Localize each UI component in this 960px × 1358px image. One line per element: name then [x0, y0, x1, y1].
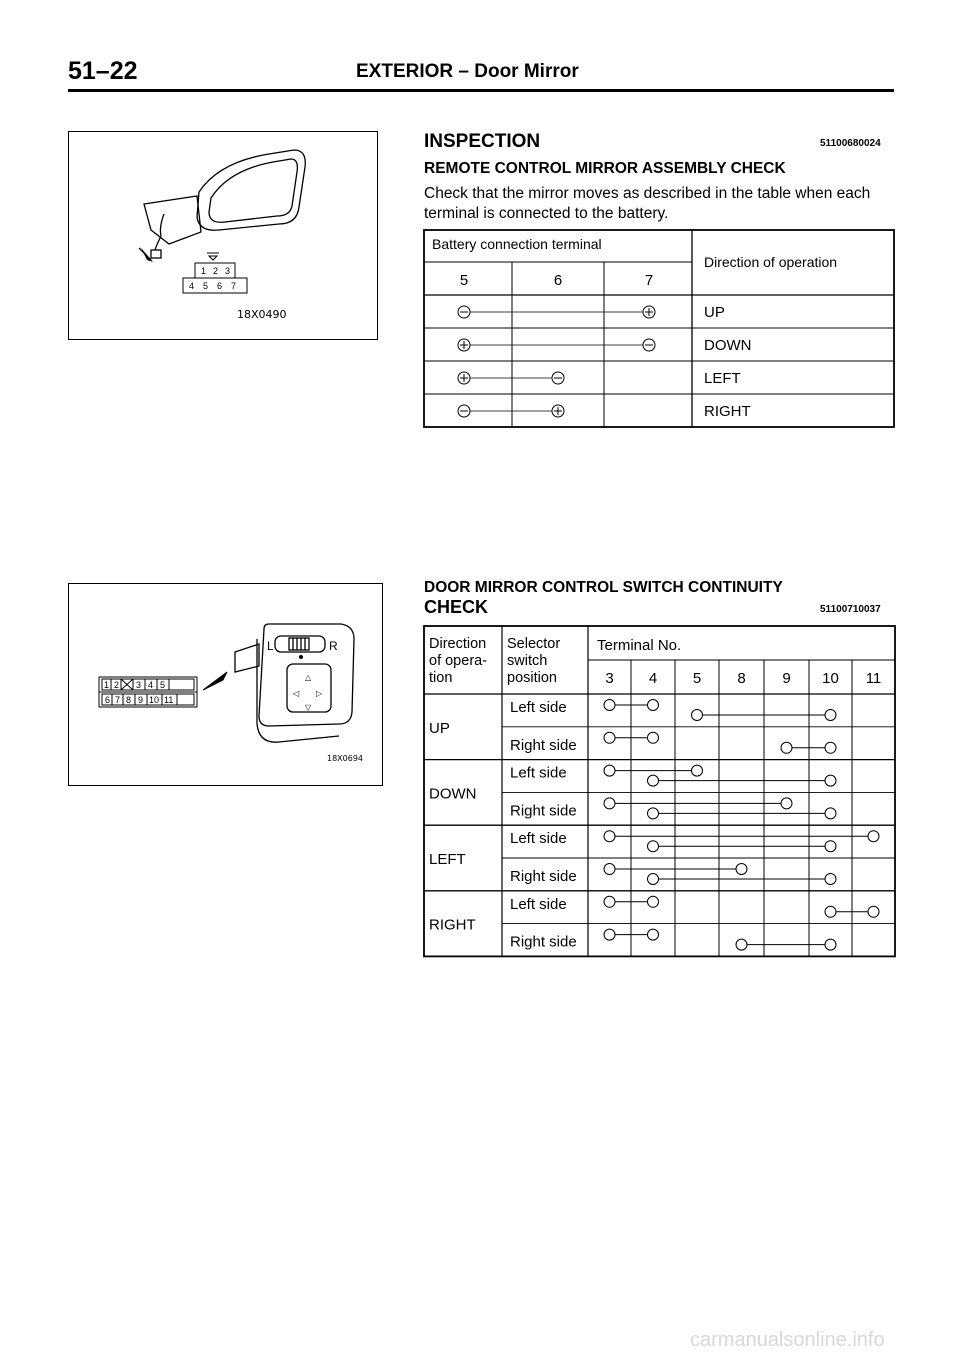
- continuity-point: [825, 906, 836, 917]
- figure-code: 18X0490: [237, 308, 287, 321]
- connector-pin: 2: [114, 680, 120, 690]
- continuity-point: [868, 906, 879, 917]
- direction-label: DOWN: [429, 785, 477, 803]
- terminal-header: 11: [865, 670, 882, 687]
- continuity-point: [648, 929, 659, 940]
- header-terminal: Terminal No.: [597, 637, 682, 654]
- subsection-title: DOOR MIRROR CONTROL SWITCH CONTINUITY: [424, 579, 783, 596]
- svg-text:△: △: [305, 673, 312, 682]
- direction-label: UP: [429, 719, 450, 737]
- terminal-header: 8: [737, 670, 746, 687]
- connector-pin: 6: [105, 695, 111, 705]
- instruction-text: Check that the mirror moves as described in the table when each terminal is connected to the battery.: [424, 185, 871, 222]
- connector-pin: 2: [213, 266, 219, 276]
- header-direction: Direction: [429, 636, 487, 652]
- continuity-point: [648, 896, 659, 907]
- direction-label: LEFT: [704, 370, 741, 387]
- connector-pin: 3: [136, 680, 142, 690]
- continuity-point: [692, 710, 703, 721]
- terminal-header: 5: [692, 670, 702, 687]
- continuity-point: [648, 808, 659, 819]
- direction-label: RIGHT: [704, 403, 751, 420]
- connector-pin: 9: [138, 695, 144, 705]
- connector-pin: 7: [231, 281, 237, 291]
- header-selector: Selector: [507, 636, 561, 652]
- continuity-point: [825, 710, 836, 721]
- section-code: 51100680024: [820, 138, 881, 149]
- mirror-figure: [68, 131, 378, 340]
- continuity-point: [604, 929, 615, 940]
- continuity-point: [604, 831, 615, 842]
- section-code: 51100710037: [820, 604, 881, 615]
- switch-label-left: L: [267, 639, 274, 653]
- connector-pin: 8: [126, 695, 132, 705]
- header-selector: switch: [507, 653, 548, 669]
- page-number: 51–22: [68, 57, 138, 85]
- terminal-header-6: 6: [553, 272, 563, 289]
- continuity-point: [825, 939, 836, 950]
- selector-position: Right side: [510, 868, 577, 885]
- connector-pin: 11: [164, 695, 174, 705]
- direction-label: UP: [704, 304, 725, 321]
- continuity-point: [604, 864, 615, 875]
- svg-text:▽: ▽: [305, 703, 312, 712]
- watermark: carmanualsonline.info: [690, 1329, 885, 1351]
- continuity-point: [868, 831, 879, 842]
- continuity-point: [781, 742, 792, 753]
- selector-position: Left side: [510, 830, 567, 848]
- continuity-point: [648, 732, 659, 743]
- selector-position: Right side: [510, 933, 577, 951]
- connector-pin: 4: [148, 680, 154, 690]
- direction-label: DOWN: [704, 337, 752, 354]
- continuity-table: [420, 622, 900, 962]
- continuity-point: [604, 896, 615, 907]
- continuity-point: [692, 765, 703, 776]
- continuity-point: [648, 700, 659, 711]
- selector-position: Right side: [510, 802, 577, 820]
- continuity-point: [825, 874, 836, 885]
- svg-text:▷: ▷: [316, 689, 323, 698]
- continuity-point: [736, 939, 747, 950]
- connector-pin: 10: [149, 695, 160, 705]
- header-divider: [68, 89, 894, 92]
- continuity-point: [604, 700, 615, 711]
- terminal-header: 4: [648, 670, 658, 687]
- terminal-header-5: 5: [459, 272, 469, 289]
- figure-code: 18X0694: [327, 754, 364, 763]
- continuity-point: [825, 775, 836, 786]
- svg-text:◁: ◁: [293, 689, 300, 698]
- continuity-point: [781, 798, 792, 809]
- subsection-title: REMOTE CONTROL MIRROR ASSEMBLY CHECK: [424, 160, 786, 177]
- continuity-point: [604, 732, 615, 743]
- connector-pin: 1: [201, 266, 207, 276]
- direction-label: RIGHT: [429, 916, 476, 934]
- page-title: EXTERIOR – Door Mirror: [356, 61, 579, 82]
- selector-position: Left side: [510, 699, 567, 716]
- selector-position: Right side: [510, 736, 577, 754]
- continuity-point: [825, 742, 836, 753]
- battery-group-header: Battery connection terminal: [432, 236, 602, 252]
- connector-pin: 1: [104, 680, 110, 690]
- terminal-header: 3: [605, 670, 614, 687]
- terminal-header: 9: [782, 670, 791, 687]
- continuity-point: [736, 864, 747, 875]
- mirror-illustration: [69, 132, 376, 338]
- header-selector: position: [507, 670, 557, 686]
- continuity-point: [825, 808, 836, 819]
- connector-pin: 5: [160, 680, 166, 690]
- continuity-point: [604, 798, 615, 809]
- continuity-point: [648, 775, 659, 786]
- section-title: INSPECTION: [424, 131, 541, 152]
- switch-label-right: R: [329, 639, 338, 653]
- battery-connection-table: [420, 228, 900, 430]
- connector-pin: 6: [217, 281, 223, 291]
- switch-figure: [68, 583, 383, 786]
- direction-label: LEFT: [429, 851, 466, 868]
- connector-pin: 5: [203, 281, 209, 291]
- header-direction: tion: [429, 670, 453, 686]
- connector-pin: 3: [225, 266, 231, 276]
- continuity-point: [604, 765, 615, 776]
- direction-header: Direction of operation: [704, 254, 838, 270]
- continuity-point: [648, 874, 659, 885]
- continuity-point: [648, 841, 659, 852]
- selector-position: Left side: [510, 895, 567, 913]
- continuity-point: [825, 841, 836, 852]
- connector-pin: 7: [115, 695, 121, 705]
- header-direction: of opera-: [429, 653, 488, 669]
- terminal-header: 10: [822, 670, 839, 687]
- terminal-header-7: 7: [644, 272, 654, 289]
- subsection-title-cont: CHECK: [424, 597, 489, 617]
- selector-position: Left side: [510, 764, 567, 782]
- connector-pin: 4: [189, 281, 195, 291]
